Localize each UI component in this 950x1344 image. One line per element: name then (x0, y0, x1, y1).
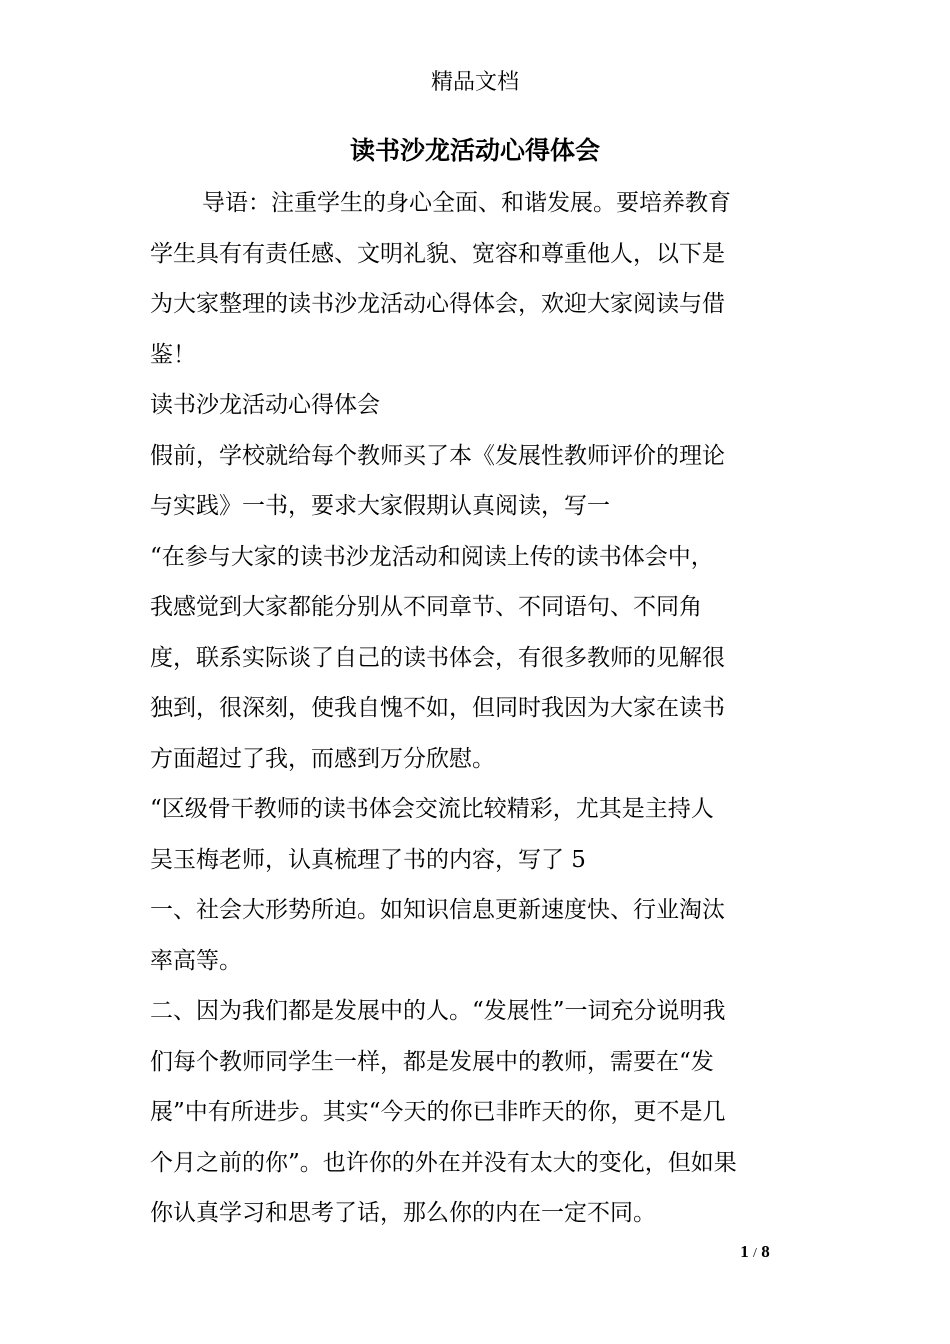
intro-paragraph: 导语：注重学生的身心全面、和谐发展。要培养教育 学生具有有责任感、文明礼貌、宽容和尊重他人，以下是 为大家整理的读书沙龙活动心得体会，欢迎大家阅读与借 鉴！ (150, 190, 731, 368)
page-separator: / (753, 1246, 757, 1261)
page-number (700, 1240, 810, 1266)
list-item-paragraph: 一、社会大形势所迫。如知识信息更新速度快、行业淘汰 率高等。 (150, 897, 725, 974)
page-header: 精品文档 (430, 70, 519, 95)
body-paragraph: 假前，学校就给每个教师买了本《发展性教师评价的理论 与实践》一书，要求大家假期认真阅读，写一 (150, 442, 725, 519)
document-body (150, 178, 800, 1239)
page-current: 1 (740, 1242, 749, 1261)
document-title: 读书沙龙活动心得体会 (349, 136, 600, 165)
quote-paragraph: “区级骨干教师的读书体会交流比较精彩，尤其是主持人 吴玉梅老师，认真梳理了书的内容，写了 5 (150, 796, 714, 873)
list-item-paragraph: 二、因为我们都是发展中的人。“发展性”一词充分说明我 们每个教师同学生一样，都是发展中的教师，需要在“发 展”中有所进步。其实“今天的你已非昨天的你，更不是几 个月之前的你”。也许你的外在并没有太大的变化，但如果 你认真学习和思考了话，那么你的内在一定不同。 (150, 998, 737, 1226)
page-total: 8 (761, 1242, 770, 1261)
section-heading: 读书沙龙活动心得体会 (150, 392, 380, 418)
quote-paragraph: “在参与大家的读书沙龙活动和阅读上传的读书体会中， 我感觉到大家都能分别从不同章节、不同语句、不同角 度，联系实际谈了自己的读书体会，有很多教师的见解很 独到，很深刻，使我自愧不如，但同时我因为大家在读书 方面超过了我，而感到万分欣慰。 (150, 543, 725, 772)
